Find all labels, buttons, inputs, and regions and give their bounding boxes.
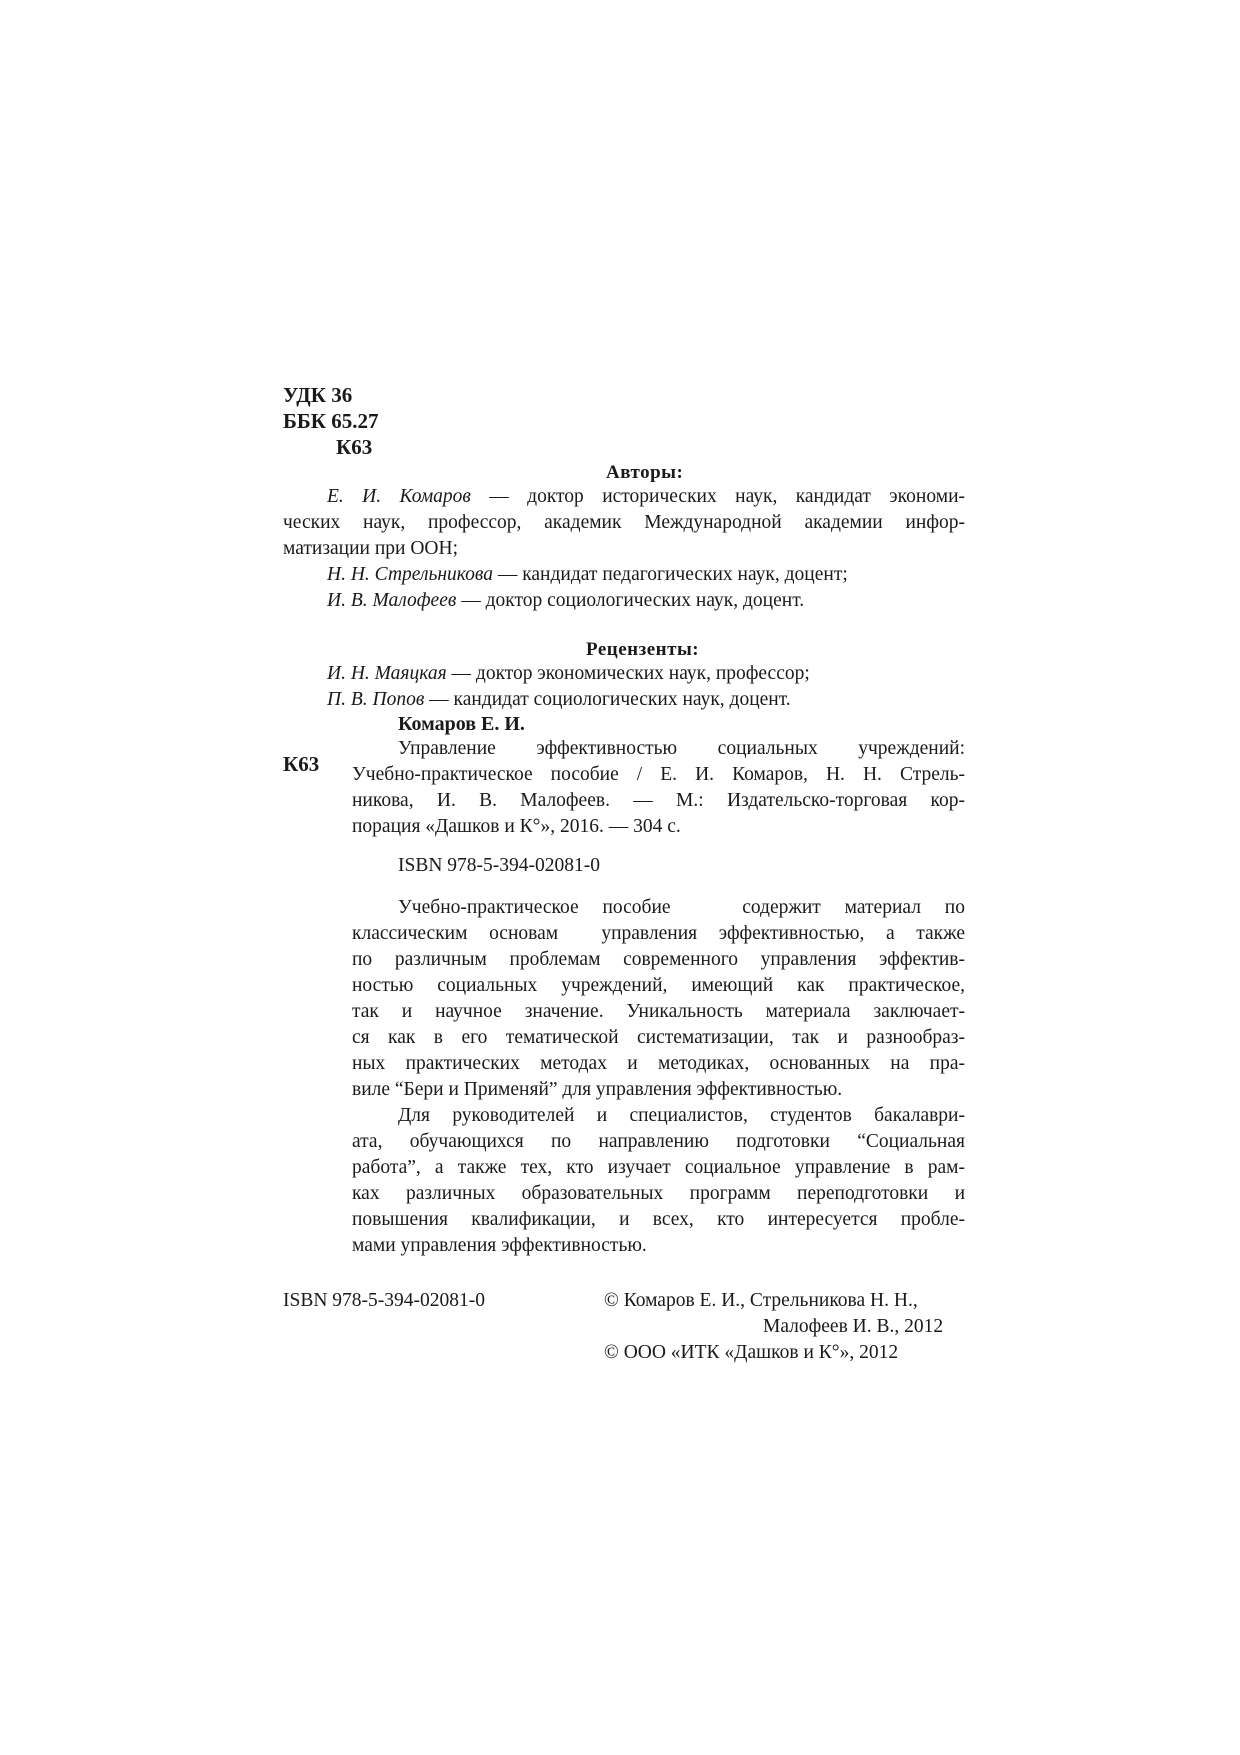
authors-heading: Авторы: xyxy=(606,462,684,483)
main-author: Комаров Е. И. xyxy=(398,713,525,735)
bib-line-2: Учебно-практическое пособие / Е. И. Комаров, Н. Н. Стрель- xyxy=(352,764,965,785)
bbk-code: ББК 65.27 xyxy=(283,409,379,433)
footer-copyright-2: © ООО «ИТК «Дашков и К°», 2012 xyxy=(604,1342,899,1363)
bib-line-3: никова, И. В. Малофеев. — М.: Издательско-торговая кор- xyxy=(352,790,965,811)
anno-p1-line-6: ся как в его тематической систематизации, так и разнообраз- xyxy=(352,1027,965,1048)
reviewers-heading: Рецензенты: xyxy=(586,639,700,660)
anno-p2-line-3: работа”, а также тех, кто изучает социальное управление в рам- xyxy=(352,1157,965,1178)
footer-isbn: ISBN 978-5-394-02081-0 xyxy=(283,1290,486,1311)
author-1-desc-3: матизации при ООН; xyxy=(283,538,459,559)
anno-p1-line-5: так и научное значение. Уникальность материала заключает- xyxy=(352,1001,965,1022)
bib-line-1: Управление эффективностью социальных учреждений: xyxy=(398,738,965,759)
author-2-name: Н. Н. Стрельникова xyxy=(327,564,493,585)
anno-p1-line-4: ностью социальных учреждений, имеющий как практическое, xyxy=(352,975,965,996)
udk-code: УДК 36 xyxy=(283,383,353,407)
anno-p1-line-8: виле “Бери и Применяй” для управления эффективностью. xyxy=(352,1079,843,1100)
reviewer-2-desc: — кандидат социологических наук, доцент. xyxy=(424,689,791,710)
author-1-line-2 xyxy=(283,512,965,534)
footer-copyright-1-line-2: Малофеев И. В., 2012 xyxy=(763,1316,944,1337)
anno-p1-line-3: по различным проблемам современного управления эффектив- xyxy=(352,949,965,970)
anno-p2-line-1: Для руководителей и специалистов, студентов бакалаври- xyxy=(398,1105,965,1126)
bib-side-code: К63 xyxy=(283,752,320,776)
anno-p2-line-6: мами управления эффективностью. xyxy=(352,1235,647,1256)
anno-p1-line-2: классическим основам управления эффективностью, а также xyxy=(352,923,965,944)
bib-line-4: порация «Дашков и К°», 2016. — 304 с. xyxy=(352,816,681,837)
reviewer-1-name: И. Н. Маяцкая xyxy=(327,663,447,684)
reviewer-2-name: П. В. Попов xyxy=(327,689,425,710)
author-3-desc: — доктор социологических наук, доцент. xyxy=(456,590,805,611)
author-1-name: Е. И. Комаров xyxy=(327,486,471,507)
author-3-name: И. В. Малофеев xyxy=(327,590,457,611)
author-1-desc-2: ческих наук, профессор, академик Международной академии инфор- xyxy=(283,512,965,533)
anno-p2-line-4: ках различных образовательных программ переподготовки и xyxy=(352,1183,965,1204)
author-1-line-1 xyxy=(327,486,965,508)
author-1-desc-1: — доктор исторических наук, кандидат экономи- xyxy=(470,486,965,507)
anno-p2-line-2: ата, обучающихся по направлению подготовки “Социальная xyxy=(352,1131,965,1152)
author-2 xyxy=(327,564,848,586)
author-3 xyxy=(327,590,804,612)
reviewer-1 xyxy=(327,663,810,685)
author-2-desc: — кандидат педагогических наук, доцент; xyxy=(492,564,848,585)
anno-p2-line-5: повышения квалификации, и всех, кто интересуется пробле- xyxy=(352,1209,965,1230)
author-1-line-3 xyxy=(283,538,458,560)
anno-p1-line-7: ных практических методах и методиках, основанных на пра- xyxy=(352,1053,965,1074)
reviewer-1-desc: — доктор экономических наук, профессор; xyxy=(446,663,810,684)
reviewer-2 xyxy=(327,689,791,711)
anno-p1-line-1: Учебно-практическое пособие содержит материал по xyxy=(398,897,965,918)
footer-copyright-1-line-1: © Комаров Е. И., Стрельникова Н. Н., xyxy=(604,1290,918,1311)
bib-isbn: ISBN 978-5-394-02081-0 xyxy=(398,855,601,876)
author-code: К63 xyxy=(336,435,373,459)
